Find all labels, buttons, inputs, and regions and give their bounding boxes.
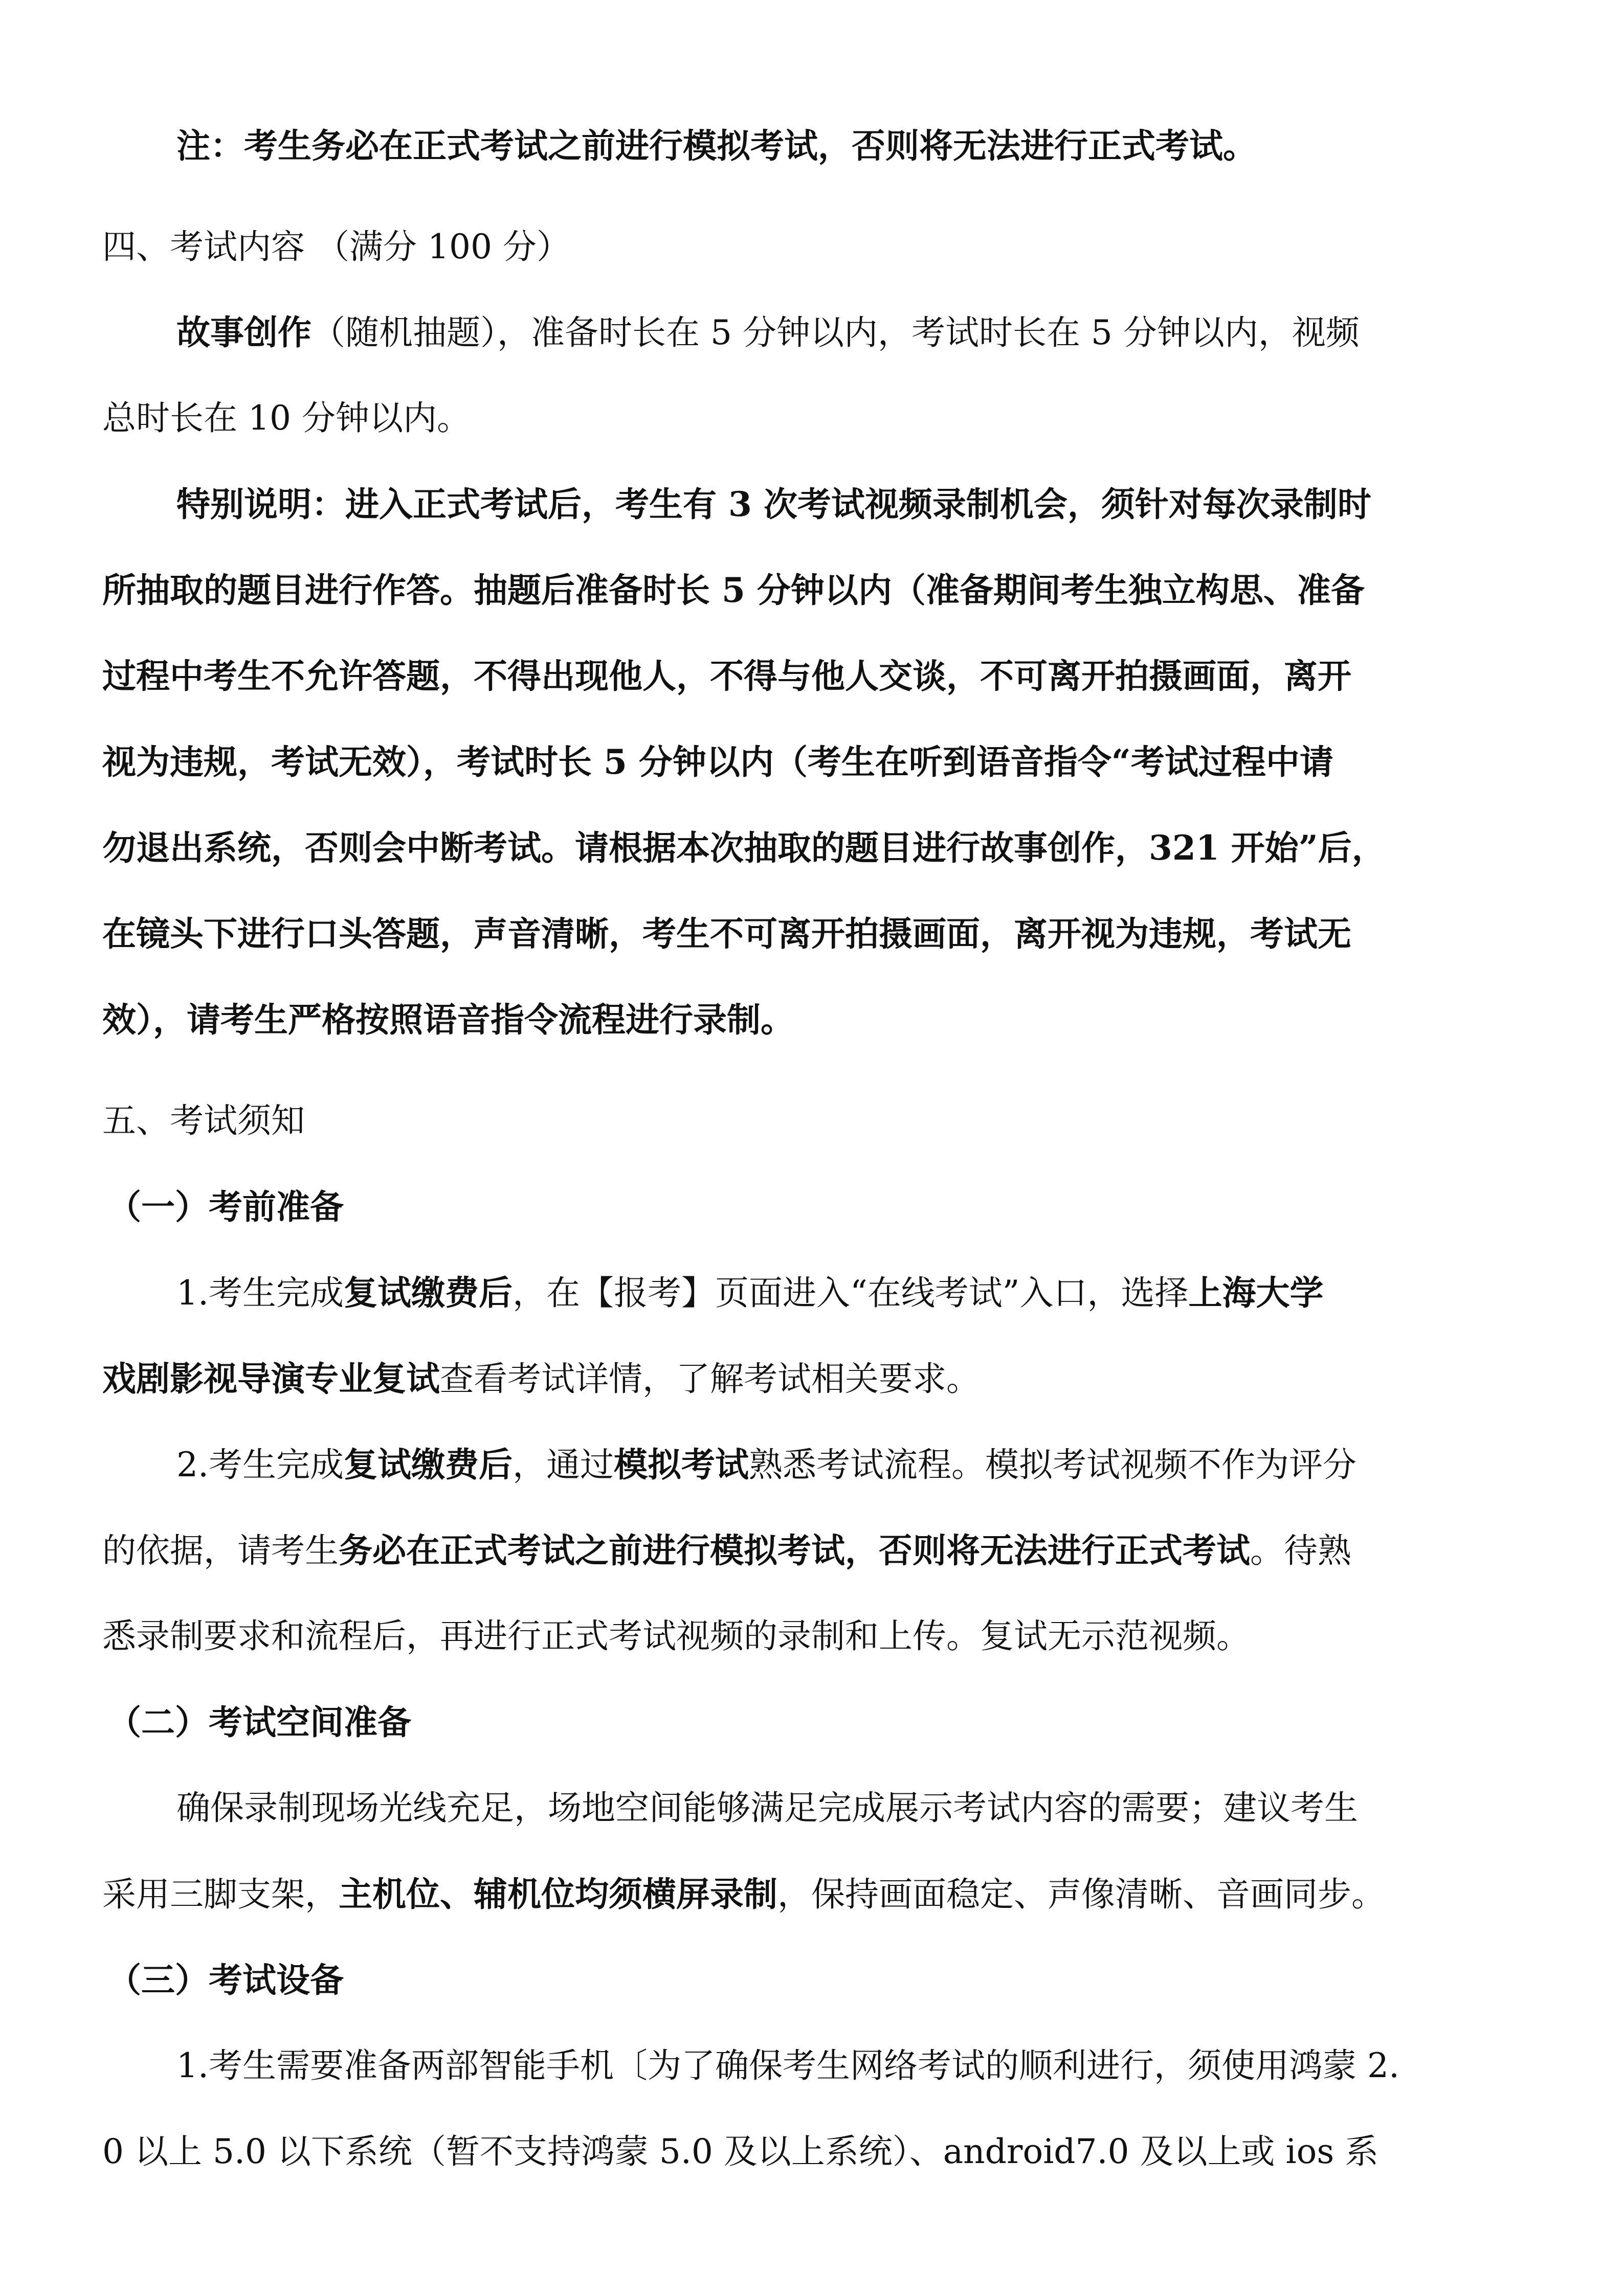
- space-line-1: 确保录制现场光线充足，场地空间能够满足完成展示考试内容的需要；建议考生: [176, 1788, 1358, 1828]
- special-note-line: 过程中考生不允许答题，不得出现他人，不得与他人交谈，不可离开拍摄画面，离开: [102, 656, 1351, 696]
- prep-item-1-line-2: [102, 1359, 980, 1399]
- section-4-heading: [102, 227, 570, 266]
- story-line-1: [176, 312, 1360, 352]
- subsection-2-title: （二）考试空间准备: [107, 1702, 411, 1742]
- space-text: ，保持画面稳定、声像清晰、音画同步。: [777, 1875, 1385, 1914]
- space-emph: 主机位、辅机位均须横屏录制: [339, 1874, 777, 1914]
- section-4-score: （满分 100 分）: [315, 227, 570, 266]
- prep-item-1-line-1: [176, 1273, 1324, 1313]
- special-note-line: 所抽取的题目进行作答。抽题后准备时长 5 分钟以内（准备期间考生独立构思、准备: [102, 570, 1365, 610]
- prep-item-2-emph: 复试缴费后: [343, 1445, 513, 1484]
- prep-item-1-emph: 复试缴费后: [343, 1273, 513, 1313]
- special-note-line: 特别说明：进入正式考试后，考生有 3 次考试视频录制机会，须针对每次录制时: [176, 484, 1371, 524]
- prep-item-1-emph: 戏剧影视导演专业复试: [102, 1359, 440, 1399]
- subsection-3-title: （三）考试设备: [107, 1960, 344, 2000]
- story-line-1-text: （随机抽题），准备时长在 5 分钟以内，考试时长在 5 分钟以内，视频: [312, 313, 1360, 352]
- subsection-1-title: （一）考前准备: [107, 1187, 344, 1227]
- prep-item-1-text: 查看考试详情，了解考试相关要求。: [440, 1359, 980, 1399]
- prep-item-2-line-3: 悉录制要求和流程后，再进行正式考试视频的录制和上传。复试无示范视频。: [102, 1616, 1250, 1656]
- prep-item-2-line-2: [102, 1530, 1351, 1570]
- story-line-2: 总时长在 10 分钟以内。: [102, 398, 471, 438]
- special-note-line: 在镜头下进行口头答题，声音清晰，考生不可离开拍摄画面，离开视为违规，考试无: [102, 914, 1351, 954]
- section-5-title: 五、考试须知: [102, 1101, 305, 1140]
- story-label: 故事创作: [176, 312, 312, 352]
- space-line-2: [102, 1874, 1385, 1914]
- special-note-line: 勿退出系统，否则会中断考试。请根据本次抽取的题目进行故事创作，321 开始”后，: [102, 828, 1386, 868]
- prep-item-2-text: ，通过: [512, 1445, 614, 1484]
- special-note-line: 视为违规，考试无效），考试时长 5 分钟以内（考生在听到语音指令“考试过程中请: [102, 742, 1333, 782]
- prep-item-1-text: ，在【报考】页面进入“在线考试”入口，选择: [512, 1273, 1189, 1313]
- note-paragraph: 注：考生务必在正式考试之前进行模拟考试，否则将无法进行正式考试。: [176, 126, 1257, 166]
- special-note-line: 效），请考生严格按照语音指令流程进行录制。: [102, 1000, 794, 1040]
- prep-item-2-emph: 务必在正式考试之前进行模拟考试，否则将无法进行正式考试: [339, 1530, 1250, 1570]
- device-line-2: 0 以上 5.0 以下系统（暂不支持鸿蒙 5.0 及以上系统）、android7.0 及以上或 ios 系: [102, 2132, 1379, 2171]
- prep-item-2-text: 的依据，请考生: [102, 1531, 339, 1570]
- section-4-title: 四、考试内容: [102, 227, 305, 266]
- prep-item-2-emph: 模拟考试: [613, 1445, 749, 1484]
- prep-item-2-text: 熟悉考试流程。模拟考试视频不作为评分: [748, 1445, 1356, 1484]
- prep-item-2-text: 。待熟: [1250, 1531, 1351, 1570]
- prep-item-1-emph: 上海大学: [1188, 1273, 1324, 1313]
- prep-item-1-text: 1.考生完成: [176, 1273, 344, 1313]
- space-text: 采用三脚支架，: [102, 1875, 339, 1914]
- prep-item-2-line-1: [176, 1445, 1356, 1484]
- prep-item-2-text: 2.考生完成: [176, 1445, 344, 1484]
- device-line-1: 1.考生需要准备两部智能手机〔为了确保考生网络考试的顺利进行，须使用鸿蒙 2.: [176, 2046, 1399, 2085]
